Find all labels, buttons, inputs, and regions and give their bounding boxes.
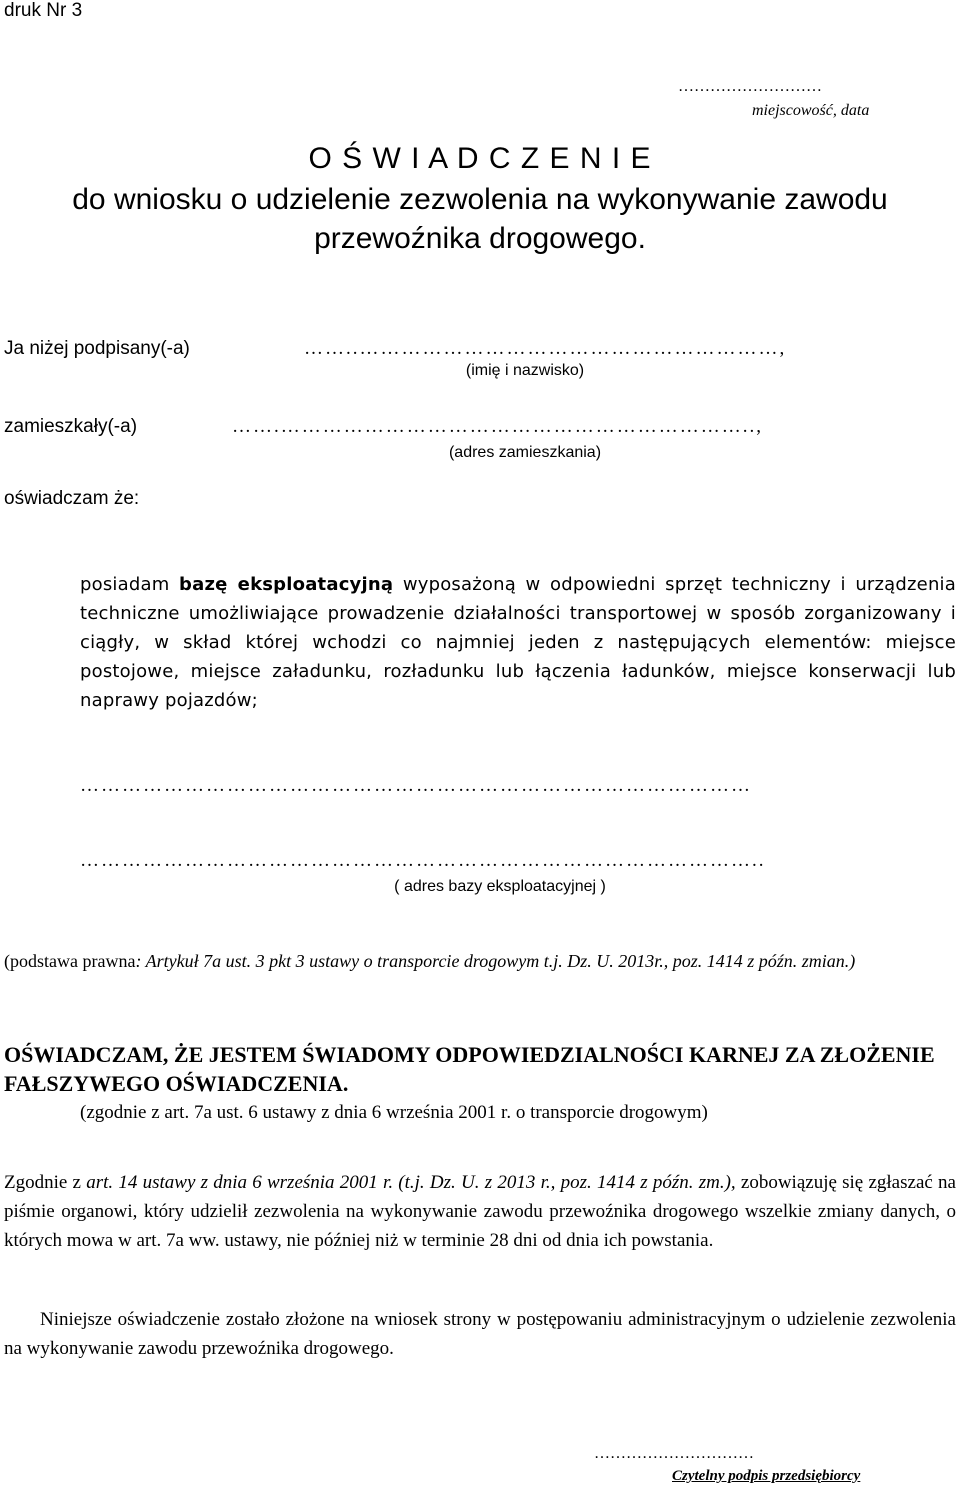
liability-warning-basis: (zgodnie z art. 7a ust. 6 ustawy z dnia 6 września 2001 r. o transporcie drogowym) bbox=[80, 1102, 708, 1123]
obligation-paragraph bbox=[4, 1168, 956, 1255]
document-title: O Ś W I A D C Z E N I E bbox=[308, 142, 652, 175]
name-label: Ja niżej podpisany(-a) bbox=[4, 338, 190, 359]
signature-field[interactable]: ………………………… bbox=[594, 1445, 754, 1462]
legal-basis-rest: : Artykuł 7a ust. 3 pkt 3 ustawy o transporcie drogowym t.j. Dz. U. 2013r., poz. 1414 z późn. zmian.) bbox=[135, 951, 856, 971]
place-date-field[interactable]: ……………………… bbox=[678, 78, 822, 95]
base-paragraph bbox=[80, 570, 956, 715]
signature-caption: Czytelny podpis przedsiębiorcy bbox=[672, 1468, 861, 1484]
base-address-field-line1[interactable]: …………………………………………………………………………………… bbox=[80, 775, 752, 796]
base-text-before: posiadam bbox=[80, 574, 180, 595]
legal-basis-prefix: (podstawa prawna bbox=[4, 951, 136, 971]
document-subtitle-line1: do wniosku o udzielenie zezwolenia na wykonywanie zawodu bbox=[72, 183, 888, 216]
document-subtitle-line2: przewoźnika drogowego. bbox=[314, 222, 646, 255]
obligation-body: zobowiązuję się zgłaszać na piśmie organowi, który udzielił zezwolenia na wykonywanie zawodu przewoźnika drogowego wszelkie zmiany danych, o których mowa w art. 7a ww. ustawy, nie później niż w terminie 28 dni od dnia ich powstania. bbox=[4, 1172, 956, 1251]
final-paragraph: Niniejsze oświadczenie zostało złożone na wniosek strony w postępowaniu administracyjnym o udzielenie zezwolenia na wykonywanie zawodu przewoźnika drogowego. bbox=[4, 1309, 956, 1359]
name-field[interactable]: ……..……………………………………………………, bbox=[304, 338, 787, 359]
base-address-field-line2[interactable]: …………………………………………………………………………………….. bbox=[80, 850, 766, 871]
place-date-caption: miejscowość, data bbox=[752, 102, 870, 119]
base-text-bold: bazę eksploatacyjną bbox=[179, 574, 394, 595]
base-address-caption: ( adres bazy eksploatacyjnej ) bbox=[394, 878, 606, 895]
form-number: druk Nr 3 bbox=[4, 0, 83, 21]
address-caption: (adres zamieszkania) bbox=[448, 444, 602, 461]
liability-warning: OŚWIADCZAM, ŻE JESTEM ŚWIADOMY ODPOWIEDZIALNOŚCI KARNEJ ZA ZŁOŻENIE FAŁSZYWEGO OŚWIADCZENIA. bbox=[4, 1042, 935, 1096]
base-text-after: wyposażoną w odpowiedni sprzęt techniczny i urządzenia techniczne umożliwiające prowadzenie działalności transportowej w sposób zorganizowany i ciągły, w skład której wchodzi co najmniej jeden z następujących elementów: miejsce postojowe, miejsce załadunku, rozładunku lub łączenia ładunków, miejsce konserwacji lub naprawy pojazdów; bbox=[80, 574, 956, 711]
obligation-intro-italic: art. 14 ustawy z dnia 6 września 2001 r. (t.j. Dz. U. z 2013 r., poz. 1414 z późn. zm.), bbox=[86, 1172, 736, 1193]
obligation-intro-plain: Zgodnie z bbox=[4, 1172, 87, 1193]
legal-basis bbox=[4, 948, 956, 974]
name-caption: (imię i nazwisko) bbox=[465, 362, 585, 379]
address-label: zamieszkały(-a) bbox=[4, 416, 138, 437]
address-field[interactable]: …….………………………………………………………….., bbox=[232, 416, 763, 437]
declare-label: oświadczam że: bbox=[4, 488, 140, 509]
